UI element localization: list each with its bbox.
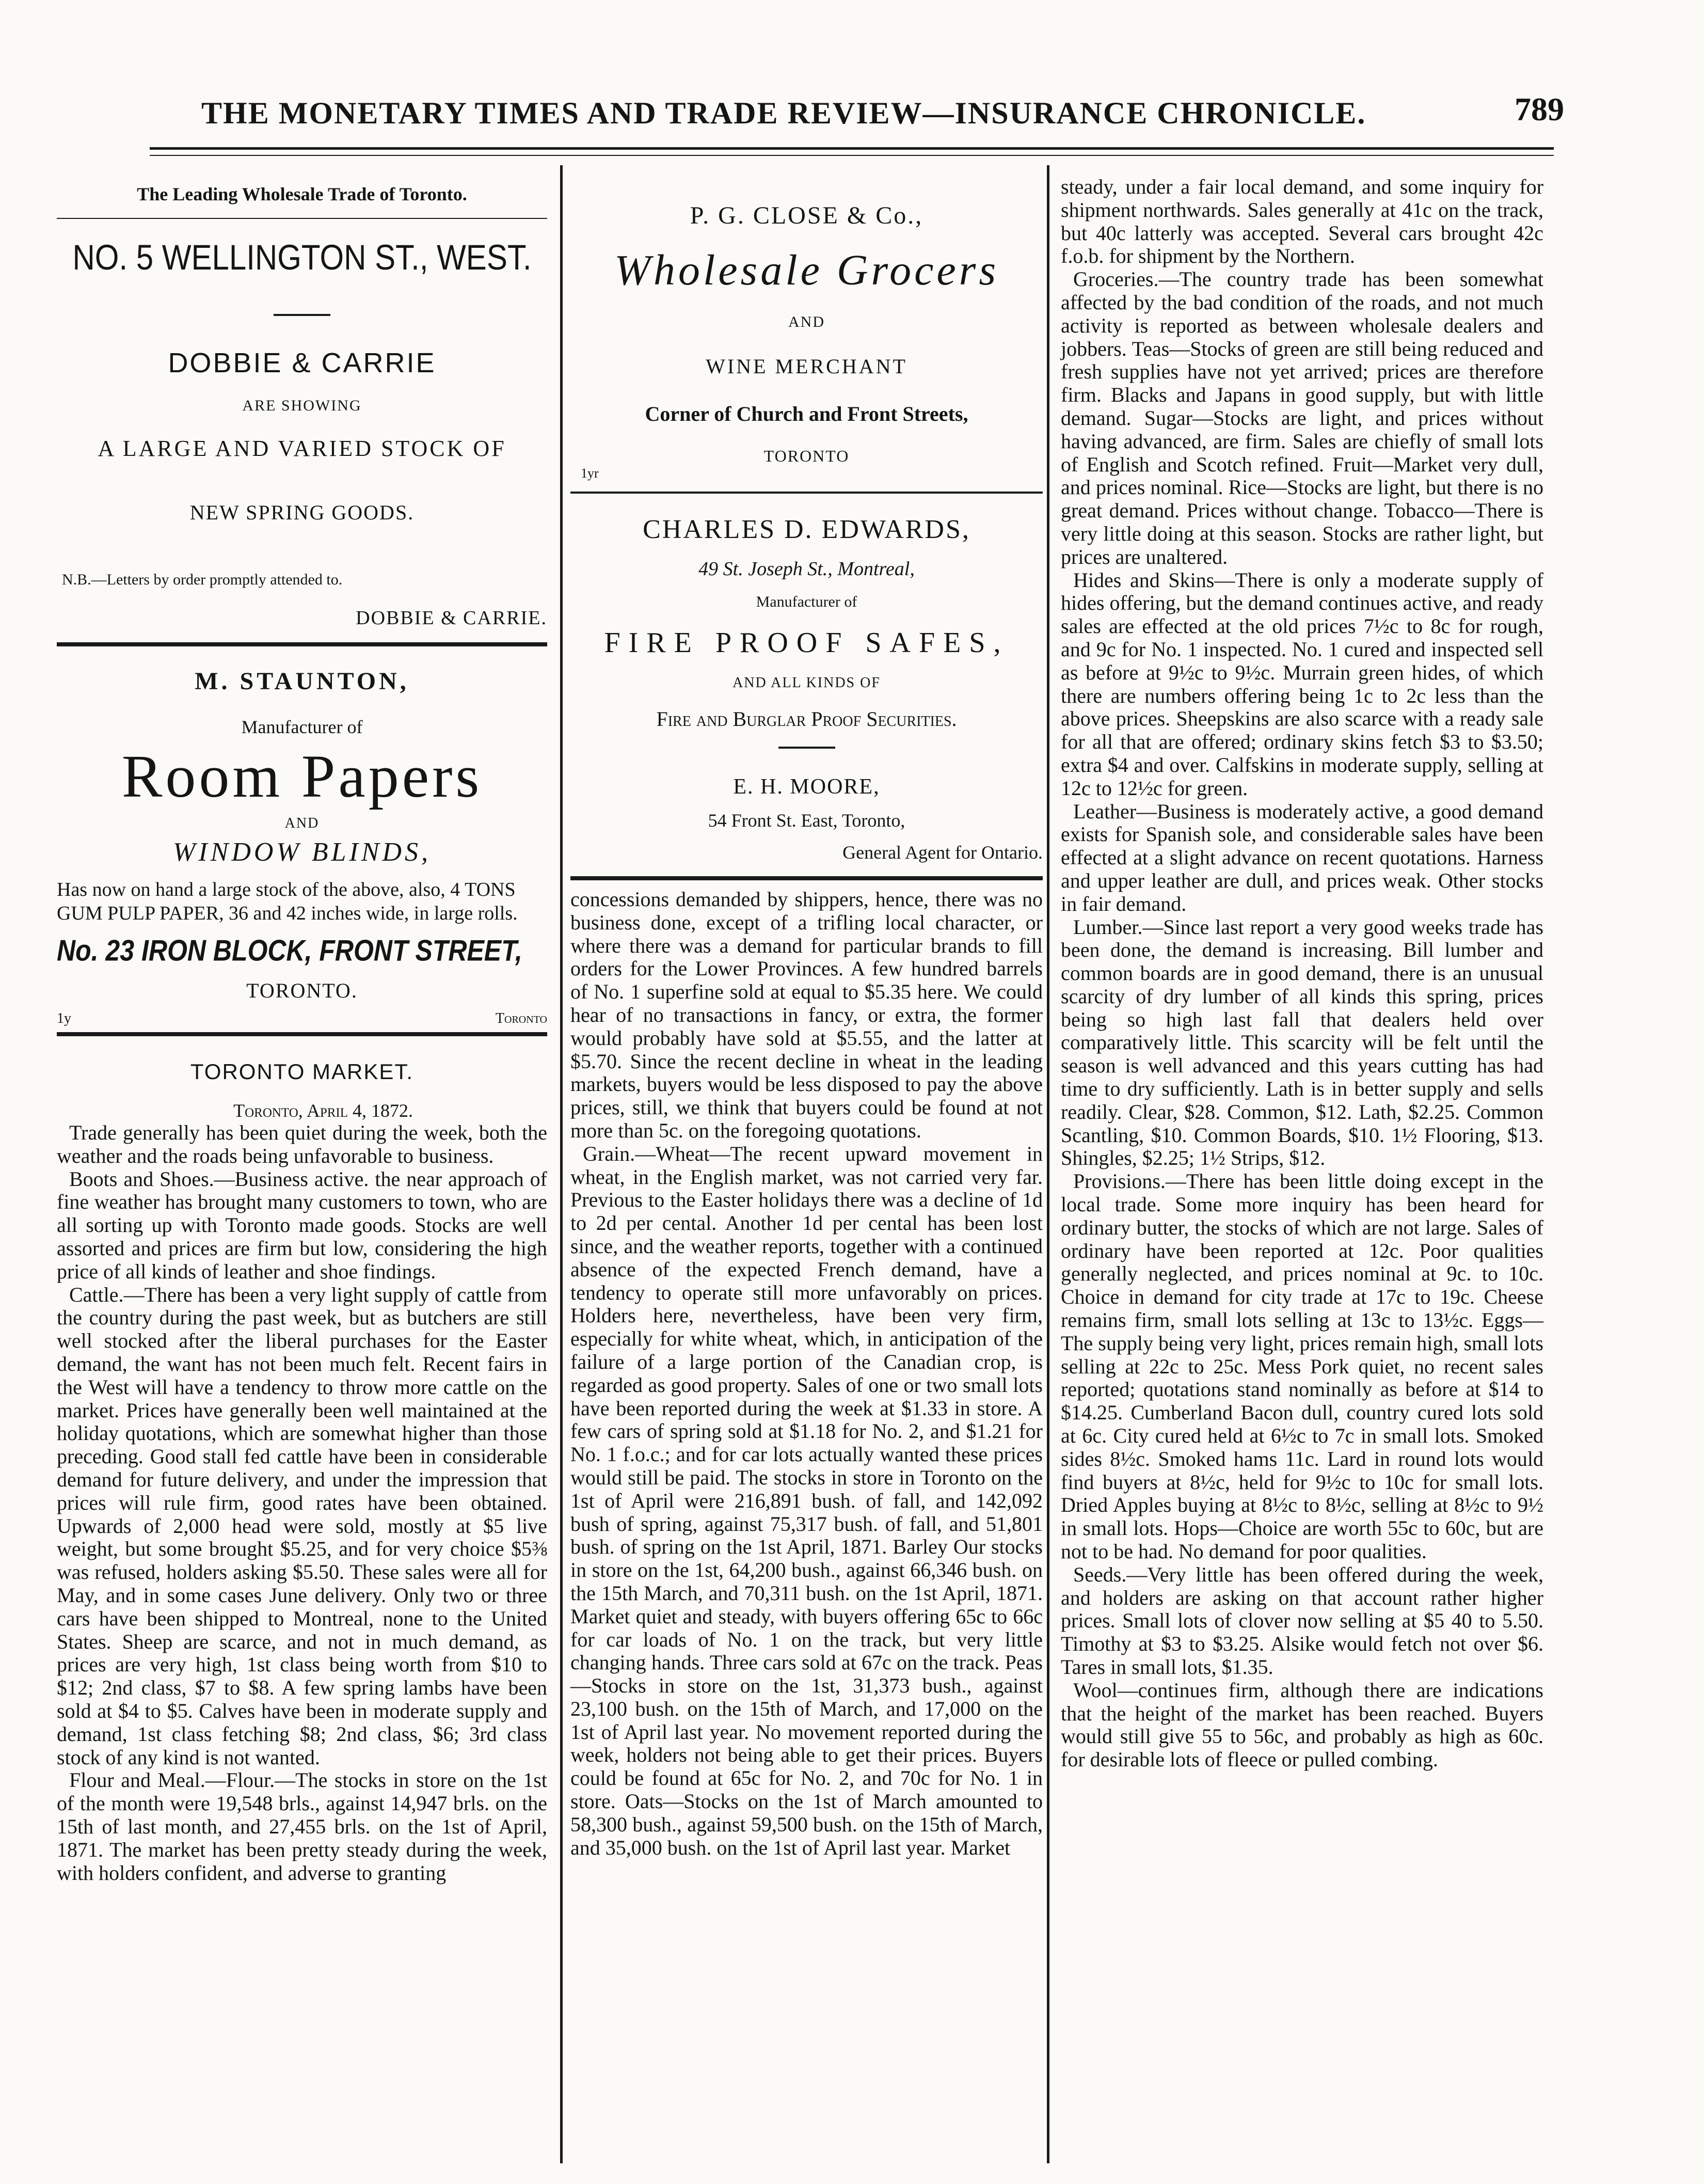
close-ad xyxy=(570,201,1043,481)
edwards-securities: Fire and Burglar Proof Securities. xyxy=(656,707,957,731)
market-boots-shoes: Boots and Shoes.—Business active. the near approach of fine weather has brought many customers to town, who are all sorting up with Toronto made goods. Stocks are well assorted and prices are firm but low, considering the high price of all kinds of leather and shoe findings. xyxy=(57,1167,547,1283)
staunton-code: 1y xyxy=(57,1010,71,1026)
dobbie-goods-line: NEW SPRING GOODS. xyxy=(189,501,415,524)
moore-name: E. H. MOORE, xyxy=(733,775,880,799)
ad-divider-2 xyxy=(570,492,1043,494)
publication-title: THE MONETARY TIMES AND TRADE REVIEW—INSURANCE CHRONICLE. xyxy=(201,96,1366,130)
short-divider-2 xyxy=(778,747,835,749)
market-divider xyxy=(57,1032,547,1036)
column-2 xyxy=(560,170,1048,1859)
staunton-stock-text: Has now on hand a large stock of the above, also, 4 TONS GUM PULP PAPER, 36 and 42 inches wide, in large rolls. xyxy=(57,879,518,924)
ad-divider xyxy=(57,642,547,646)
market-provisions: Provisions.—There has been little doing except in the local trade. Some more inquiry has been heard for ordinary butter, the stocks of which are not large. Sales of ordinary have been reported at 12c. Poor qualities generally neglected, and prices nominal at 9c. to 10c. Choice in demand for city trade at 17c to 19c. Cheese remains firm, small lots selling at 13c to 13½c. Eggs—The supply being very light, prices remain high, small lots selling at 22c to 25c. Mess Pork quiet, no recent sales reported; quotations stand nominally as before at $14 to $14.25. Cumberland Bacon dull, country cured lots sold at 6c. City cured held at 6½c to 7c in small lots. Smoked sides 8½c. Smoked hams 11c. Lard in round lots would find buyers at 8½c, held for 9½c to 10c for small lots. Dried Apples buying at 8½c to 8½c, selling at 8½c to 9½ in small lots. Hops—Choice are worth 55c to 60c, but are not to be had. No demand for poor qualities. xyxy=(1061,1169,1543,1563)
toronto-market-article xyxy=(57,1059,547,1885)
staunton-city-small: Toronto xyxy=(495,1010,547,1026)
ad-divider-3 xyxy=(570,876,1043,880)
dobbie-are-showing: ARE SHOWING xyxy=(242,397,362,414)
market-flour-meal: Flour and Meal.—Flour.—The stocks in store on the 1st of the month were 19,548 brls., against 14,947 brls. on the 15th of last month, and 27,455 brls. on the 1st of April, 1871. The market has been pretty steady during the week, with holders confident, and adverse to granting xyxy=(57,1768,547,1885)
market-intro: Trade generally has been quiet during the week, both the weather and the roads being unfavorable to business. xyxy=(57,1121,547,1167)
close-city: TORONTO xyxy=(763,447,850,465)
dobbie-address: NO. 5 WELLINGTON ST., WEST. xyxy=(72,237,532,278)
column-3 xyxy=(1056,170,1543,1771)
close-wine: WINE MERCHANT xyxy=(706,355,907,378)
flour-continued: concessions demanded by shippers, hence, there was no business done, except of a trifling local character, or where there was a demand for particular brands to fill orders for the Lower Provinces. A few hundred barrels of No. 1 superfine sold at equal to $5.35 here. We could hear of no transactions in fancy, or extra, the former would probably have sold at $5.55, and the latter at $5.70. Since the recent decline in wheat in the leading markets, buyers would be less disposed to pay the above prices, still, we think that buyers could be found at not more than 5c. on the foregoing quotations. xyxy=(570,888,1043,1142)
staunton-product: Room Papers xyxy=(121,742,483,810)
edwards-name: CHARLES D. EDWARDS, xyxy=(643,515,970,544)
header-rule-thick xyxy=(150,147,1554,150)
dobbie-stock-line: A LARGE AND VARIED STOCK OF xyxy=(98,436,506,461)
close-corner: Corner of Church and Front Streets, xyxy=(645,402,968,425)
dobbie-carrie-ad xyxy=(57,237,547,629)
moore-address: 54 Front St. East, Toronto, xyxy=(708,810,905,831)
market-wool: Wool—continues firm, although there are indications that the height of the market has been reached. Buyers would still give 55 to 56c, and probably as high as 60c. for desirable lots of fleece or pulled combing. xyxy=(1061,1678,1543,1771)
page-header xyxy=(170,90,1564,137)
dobbie-signature: DOBBIE & CARRIE. xyxy=(356,607,547,629)
staunton-city: TORONTO. xyxy=(246,979,358,1002)
edwards-address: 49 St. Joseph St., Montreal, xyxy=(698,558,915,580)
market-heading: TORONTO MARKET. xyxy=(190,1059,414,1084)
dobbie-firm-name: DOBBIE & CARRIE xyxy=(168,347,436,378)
moore-title: General Agent for Ontario. xyxy=(842,842,1043,863)
header-rule-thin xyxy=(150,155,1554,156)
staunton-name: M. STAUNTON, xyxy=(195,668,409,695)
edwards-product: FIRE PROOF SAFES, xyxy=(604,627,1009,659)
staunton-address: No. 23 IRON BLOCK, FRONT STREET, xyxy=(57,933,522,968)
caption-rule xyxy=(57,218,547,219)
staunton-ad xyxy=(57,667,547,1027)
market-seeds: Seeds.—Very little has been offered during the week, and holders are asking on that account rather higher prices. Small lots of clover now selling at $5 40 to 5.50. Timothy at $3 to $3.25. Alsike would fetch not over $6. Tares in small lots, $1.35. xyxy=(1061,1562,1543,1679)
leading-trade-caption: The Leading Wholesale Trade of Toronto. xyxy=(137,184,467,204)
edwards-and-all: AND ALL KINDS OF xyxy=(732,675,881,691)
column-1 xyxy=(57,170,547,1885)
staunton-manufacturer: Manufacturer of xyxy=(241,717,363,737)
short-divider xyxy=(274,314,330,316)
close-and: AND xyxy=(788,313,825,330)
market-dateline: Toronto, April 4, 1872. xyxy=(233,1100,413,1121)
close-firm: P. G. CLOSE & Co., xyxy=(690,202,923,229)
dobbie-note: N.B.—Letters by order promptly attended to. xyxy=(62,571,343,588)
edwards-manufacturer: Manufacturer of xyxy=(756,593,857,610)
oats-continued: steady, under a fair local demand, and some inquiry for shipment northwards. Sales generally at 41c on the track, but 40c latterly was accepted. Several cars brought 42c f.o.b. for shipment by the Northern. xyxy=(1061,175,1543,268)
market-lumber: Lumber.—Since last report a very good weeks trade has been done, the demand is increasing. Bill lumber and common boards are in good demand, there is an unusual scarcity of dry lumber of all kinds this spring, prices being so high last fall that dealers held over comparatively little. This scarcity will be felt until the season is well advanced and this years cutting has had time to dry sufficiently. Lath is in better supply and sells readily. Clear, $28. Common, $12. Lath, $2.25. Common Scantling, $10. Common Boards, $10. 1½ Flooring, $13. Shingles, $2.25; 1½ Strips, $12. xyxy=(1061,915,1543,1170)
market-leather: Leather—Business is moderately active, a good demand exists for Spanish sole, and considerable sales have been effected at a slight advance on recent quotations. Harness and upper leather are dull, and prices weak. Other stocks in fair demand. xyxy=(1061,799,1543,915)
market-hides-skins: Hides and Skins—There is only a moderate supply of hides offering, but the demand continues active, and ready sales are effected at the old prices 7½c to 8c for rough, and 9c for No. 1 inspected. No. 1 cured and inspected sell as before at 9½c to 9½c. Murrain green hides, of which there are numbers offering being 1c to 2c less than the above prices. Sheepskins are also scarce with a ready sale for all that are offered; ordinary skins fetch $3 to $3.50; extra $4 and over. Calfskins in moderate supply, selling at 12c to 12½c for green. xyxy=(1061,568,1543,800)
market-grain: Grain.—Wheat—The recent upward movement in wheat, in the English market, was not carried very far. Previous to the Easter holidays there was a decline of 1d to 2d per cental. Another 1d per cental has been lost since, and the weather reports, together with a continued absence of the expected French demand, have a tendency to operate still more unfavorably on prices. Holders here, nevertheless, have been very firm, especially for white wheat, which, in anticipation of the failure of a large portion of the Canadian crop, is regarded as good property. Sales of one or two small lots have been reported during the week at $1.33 in store. A few cars of spring sold at $1.18 for No. 2, and $1.21 for No. 1 f.o.c.; and for car lots actually wanted these prices would still be paid. The stocks in store in Toronto on the 1st of April were 216,891 bush. of fall, and 142,092 bush of spring, against 75,317 bush. of fall, and 51,801 bush. of spring on the 1st April, 1871. Barley Our stocks in store on the 1st, 64,200 bush., against 66,346 bush. on the 15th March, and 70,311 bush. on the 1st April, 1871. Market quiet and steady, with buyers offering 65c to 66c for car loads of No. 1 on the track, but very little changing hands. Three cars sold at 67c on the track. Peas—Stocks in store on the 1st, 31,373 bush., against 23,100 bush. on the 15th of March, and 17,000 on the 1st of April last year. No movement reported during the week, holders not being able to get their prices. Buyers could be found at 65c for No. 2, and 70c for No. 1 in store. Oats—Stocks on the 1st of March amounted to 58,300 bush., against 59,500 bush. on the 15th of March, and 35,000 bush. on the 1st of April last year. Market xyxy=(570,1142,1043,1859)
market-cattle: Cattle.—There has been a very light supply of cattle from the country during the past week, but as butchers are still well stocked after the liberal purchases for the Easter demand, the want has not been much felt. Recent fairs in the West will have a tendency to throw more cattle on the market. Prices have generally been well maintained at the holiday quotations, which are somewhat higher than those preceding. Good stall fed cattle have been in considerable demand for future delivery, and under the impression that prices will rule firm, good rates have been obtained. Upwards of 2,000 head were sold, mostly at $5 live weight, but some brought $5.25, and for very choice $5⅜ was refused, holders asking $5.50. These sales were all for May, and in some cases June delivery. Only two or three cars have been shipped to Montreal, none to the United States. Sheep are scarce, and not in much demand, as prices are very high, 1st class being worth from $10 to $12; 2nd class, $7 to $8. A few spring lambs have been sold at $4 to $5. Calves have been in moderate supply and demand, 1st class fetching $8; 2nd class, $6; 3rd class stock of any kind is not wanted. xyxy=(57,1283,547,1769)
staunton-and: AND xyxy=(284,815,320,831)
market-groceries: Groceries.—The country trade has been somewhat affected by the bad condition of the roads, and not much activity is reported as between wholesale dealers and jobbers. Teas—Stocks of green are still being reduced and fresh supplies have not yet arrived; prices are therefore firm. Blacks and Japans in good supply, but with little demand. Sugar—Stocks are light, and prices without having advanced, are firm. Sales are chiefly of small lots of English and Scotch refined. Fruit—Market very dull, and prices nominal. Rice—Stocks are light, but there is no great demand. Prices without change. Tobacco—There is very little doing at this season. Stocks are rather light, but prices are unaltered. xyxy=(1061,267,1543,568)
page-number: 789 xyxy=(1515,91,1564,128)
staunton-product-2: WINDOW BLINDS, xyxy=(173,837,431,867)
close-code: 1yr xyxy=(581,466,599,481)
edwards-ad xyxy=(570,514,1043,863)
close-trade: Wholesale Grocers xyxy=(614,246,999,294)
